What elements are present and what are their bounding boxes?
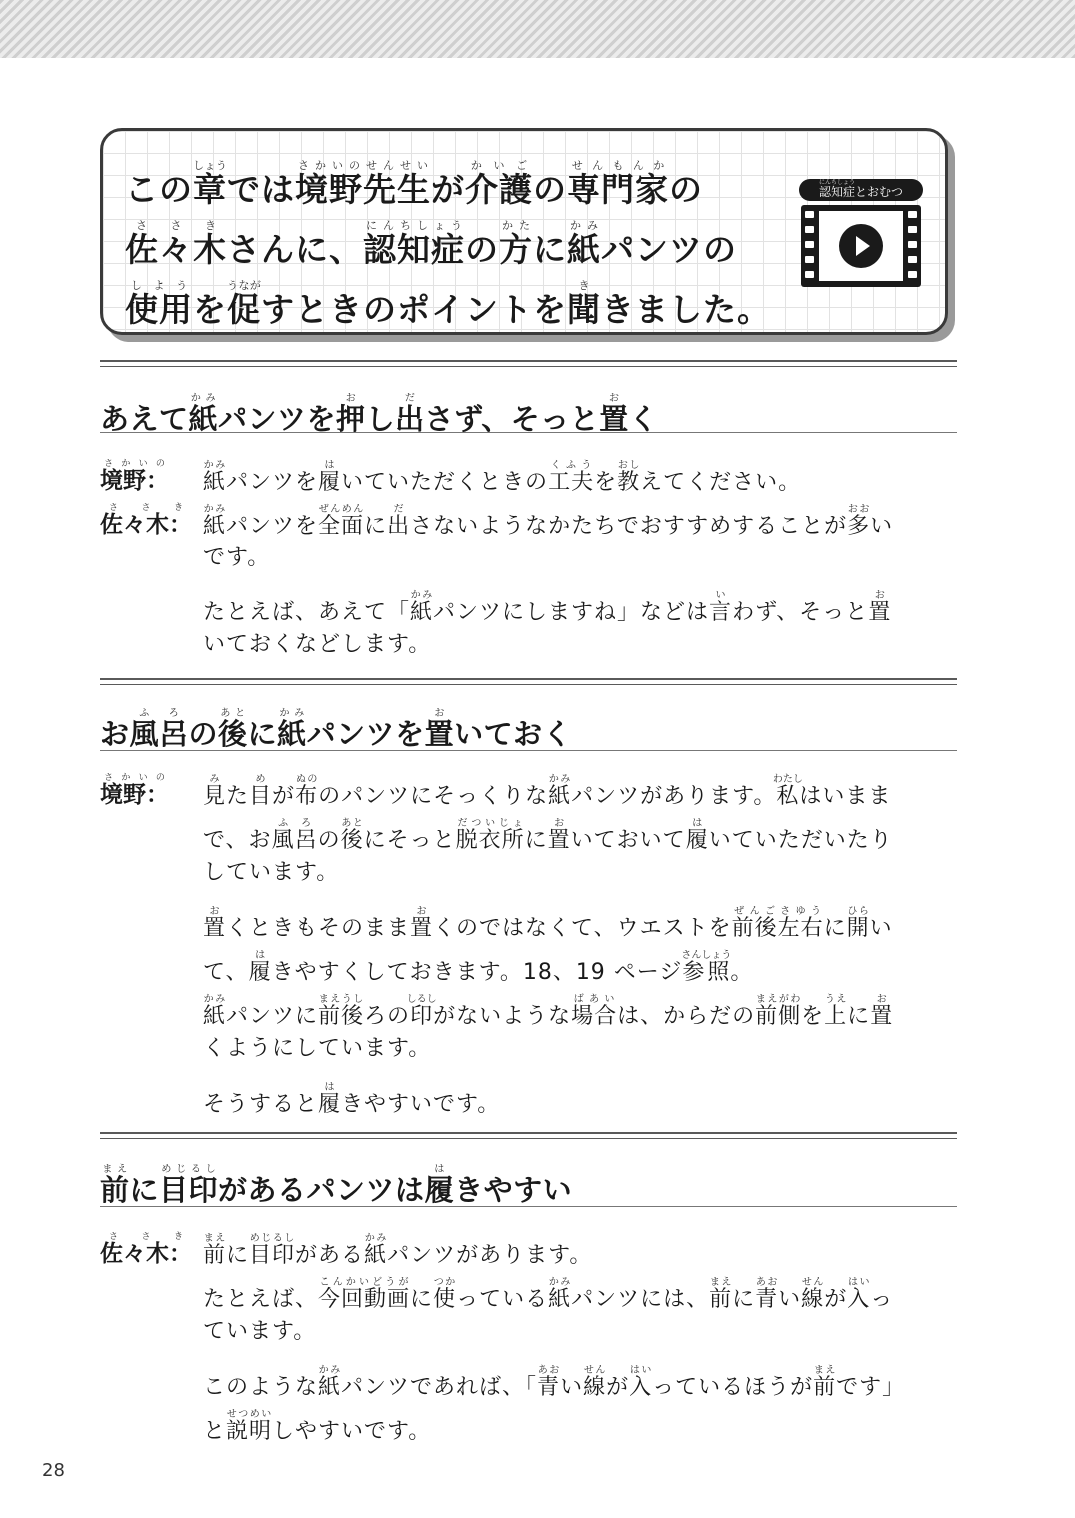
film-strip-icon <box>801 205 921 287</box>
s3-line-1: 前まえに目印めじるしがある紙かみパンツがあります。 <box>203 1233 593 1268</box>
s1-line-4: たとえば、あえて「紙かみパンツにしますね」などは言いわず、そっと置お <box>203 590 892 625</box>
play-icon[interactable] <box>839 224 883 268</box>
speaker-sakaino: 境野：さかいの <box>100 459 169 494</box>
s2-line-2: で、お風呂ふろの後あとにそっと脱衣所だついじょに置おいておいて履はいていただいたり <box>203 818 893 853</box>
intro-line-2: 佐々木ささきさんに、認知症にんちしょうの方かたに紙かみパンツの <box>125 219 737 269</box>
s3-line-5: と説明せつめいしやすいです。 <box>203 1409 432 1444</box>
top-hatched-band <box>0 0 1075 58</box>
speaker-sakaino: 境野：さかいの <box>100 773 169 808</box>
video-title-tag: 認知症にんちしょうとおむつ <box>799 179 923 201</box>
s3-line-3: ています。 <box>203 1319 317 1344</box>
s2-line-7: くようにしています。 <box>203 1036 432 1061</box>
section2-bottom-rule <box>100 750 957 751</box>
s1-line-3: です。 <box>203 545 271 570</box>
section2-title: お風呂ふろの後あとに紙かみパンツを置おいておく <box>100 708 573 751</box>
video-thumbnail[interactable] <box>799 179 923 287</box>
section2-top-rule <box>100 678 957 685</box>
s2-line-1: 見みた目めが布ぬののパンツにそっくりな紙かみパンツがあります。私わたしはいまま <box>203 774 892 809</box>
speaker-sasaki: 佐々木：ささき <box>100 503 192 538</box>
s2-line-8: そうすると履はきやすいです。 <box>203 1082 501 1117</box>
s3-line-4: このような紙かみパンツであれば、「青あおい線せんが入はいっているほうが前まえです」 <box>203 1365 906 1400</box>
s1-line-5: いておくなどします。 <box>203 632 432 657</box>
section3-title: 前まえに目印めじるしがあるパンツは履はきやすい <box>100 1164 573 1207</box>
section1-title: あえて紙かみパンツを押おし出ださず、そっと置おく <box>100 393 659 436</box>
s2-line-5: て、履はきやすくしておきます。18、19 ページ参照さんしょう。 <box>203 950 754 985</box>
s3-line-2: たとえば、今回動画こんかいどうがに使つかっている紙かみパンツには、前まえに青あおい線せんが入はいっ <box>203 1277 894 1312</box>
section3-top-rule <box>100 1132 957 1139</box>
s1-line-1: 紙かみパンツを履はいていただくときの工夫くふうを教おしえてください。 <box>203 460 802 495</box>
speaker-sasaki: 佐々木：ささき <box>100 1232 192 1267</box>
page-number: 28 <box>42 1460 65 1481</box>
intro-line-3: 使用しようを促うながすときのポイントを聞ききました。 <box>125 279 771 329</box>
s2-line-3: しています。 <box>203 860 340 885</box>
section3-bottom-rule <box>100 1206 957 1207</box>
section1-bottom-rule <box>100 432 957 433</box>
intro-box <box>100 128 948 335</box>
s2-line-4: 置おくときもそのまま置おくのではなくて、ウエストを前後左右ぜんごさゆうに開ひらい <box>203 906 893 941</box>
section1-top-rule <box>100 360 957 367</box>
intro-line-1: この章しょうでは境野さかいの先生せんせいが介護かいごの専門家せんもんかの <box>125 159 703 209</box>
s2-line-6: 紙かみパンツに前後まえうしろの印しるしがないような場合ばあいは、からだの前側まえがわを上うえに置お <box>203 994 894 1029</box>
s1-line-2: 紙かみパンツを全面ぜんめんに出ださないようなかたちでおすすめすることが多おおい <box>203 504 894 539</box>
